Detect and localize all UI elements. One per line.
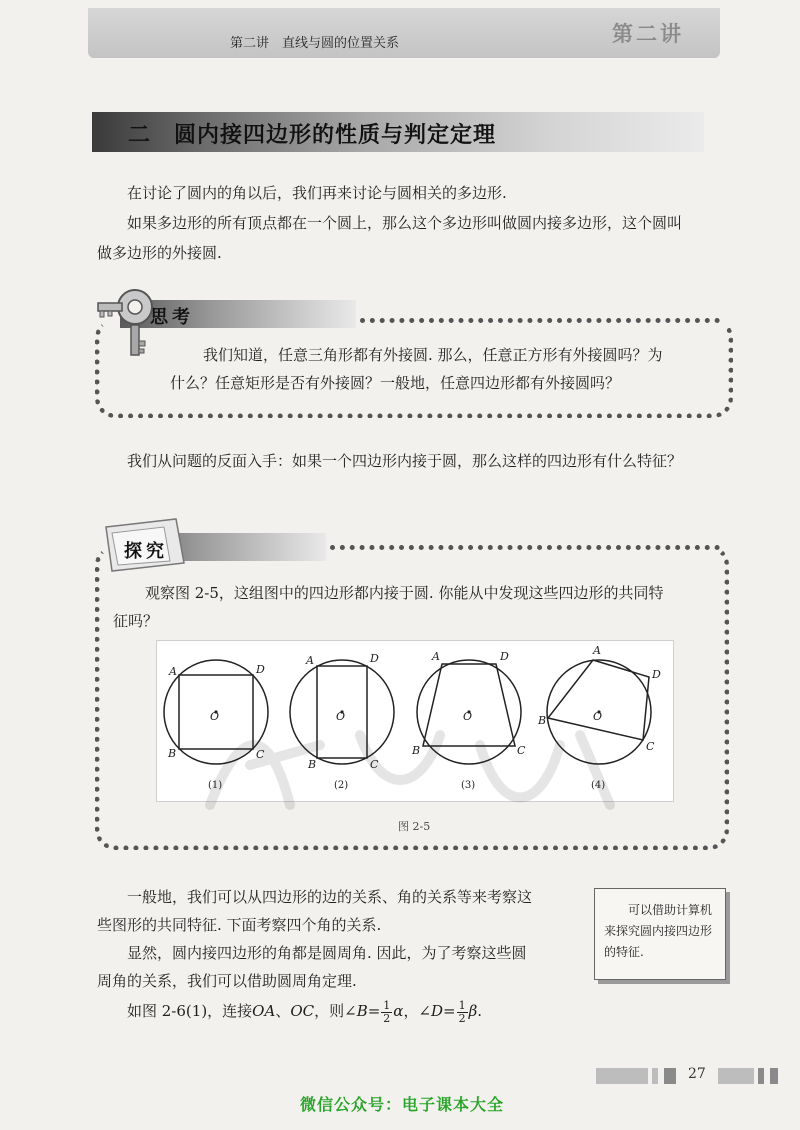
fig4-label-A: A [593, 644, 601, 657]
p3-prefix: 如图 2-6(1)，连接 [127, 1002, 253, 1020]
fig4-label-O: O [593, 710, 603, 723]
think-box-top-border [360, 318, 720, 323]
think-line-1: 我们知道，任意三角形都有外接圆. 那么，任意正方形有外接圆吗？为 [203, 346, 663, 364]
intro-line-3: 做多边形的外接圆. [97, 244, 222, 262]
publisher-watermark-graphic [180, 705, 630, 825]
fig3-label-A: A [432, 650, 440, 663]
fraction-half-2: $\frac{1}{2}$ [458, 998, 466, 1025]
fig1-label-C: C [256, 748, 265, 761]
think-line-2: 什么？任意矩形是否有外接圆？一般地，任意四边形都有外接圆吗？ [170, 374, 621, 392]
footer-bar-5 [758, 1068, 764, 1084]
footer-bar-1 [596, 1068, 648, 1084]
p3-eq2: = [443, 1002, 456, 1020]
side-note-text: 可以借助计算机来探究圆内接四边形的特征. [604, 903, 713, 959]
fig4-sub-label: (4) [591, 780, 606, 791]
fig2-label-O: O [336, 710, 346, 723]
explore-line-2: 征吗？ [113, 612, 159, 630]
fig1-sub-label: (1) [208, 780, 223, 791]
p3-oa: OA [252, 1002, 276, 1020]
p3-end: . [477, 1002, 483, 1020]
fig2-label-D: D [370, 652, 379, 665]
explore-label: 探究 [124, 541, 168, 562]
fig4-label-C: C [646, 740, 655, 753]
p3-then: ，则∠ [314, 1002, 357, 1020]
body-p1-line-2: 些图形的共同特征. 下面考察四个角的关系. [97, 916, 382, 934]
footer-bar-3 [664, 1068, 676, 1084]
p3-eq1: = [367, 1002, 381, 1020]
figure-caption: 图 2-5 [398, 820, 431, 833]
footer-bar-6 [770, 1068, 778, 1084]
p3-angle-d: D [431, 1002, 444, 1020]
fig2-label-C: C [370, 758, 379, 771]
p3-comma: ，∠ [403, 1002, 432, 1020]
header-title: 第二讲 直线与圆的位置关系 [230, 36, 400, 51]
explore-line-1: 观察图 2-5，这组图中的四边形都内接于圆. 你能从中发现这些四边形的共同特 [145, 584, 664, 602]
wechat-watermark: 微信公众号：电子课本大全 [300, 1095, 505, 1114]
fig3-label-B: B [412, 744, 421, 757]
body-p3-formula-line [127, 996, 482, 1026]
fig4-label-B: B [538, 714, 547, 727]
fig1-label-A: A [169, 665, 177, 678]
fig1-label-B: B [168, 747, 177, 760]
section-title: 二 圆内接四边形的性质与判定定理 [128, 123, 497, 148]
fig2-label-B: B [308, 758, 317, 771]
page-number: 27 [688, 1066, 706, 1082]
p3-sep: 、 [275, 1002, 291, 1020]
p3-oc: OC [290, 1002, 315, 1020]
intro-line-1: 在讨论了圆内的角以后，我们再来讨论与圆相关的多边形. [127, 184, 507, 202]
p3-beta: β [468, 1002, 478, 1020]
fig1-label-D: D [256, 663, 265, 676]
fraction-half-1: $\frac{1}{2}$ [383, 998, 391, 1025]
fig1-label-O: O [210, 710, 220, 723]
header-lecture-label: 第二讲 [612, 22, 684, 46]
footer-bar-4 [718, 1068, 754, 1084]
explore-box-top-border [330, 545, 720, 550]
fig3-label-C: C [517, 744, 526, 757]
think-label: 思考 [150, 307, 194, 328]
body-p2-line-1: 显然，圆内接四边形的角都是圆周角. 因此，为了考察这些圆 [127, 944, 527, 962]
intro-line-2: 如果多边形的所有顶点都在一个圆上，那么这个多边形叫做圆内接多边形，这个圆叫 [127, 214, 683, 232]
fig2-label-A: A [306, 654, 314, 667]
footer-bar-2 [652, 1068, 658, 1084]
question-text: 我们从问题的反面入手：如果一个四边形内接于圆，那么这样的四边形有什么特征？ [127, 452, 683, 470]
fig3-sub-label: (3) [461, 780, 476, 791]
body-p1-line-1: 一般地，我们可以从四边形的边的关系、角的关系等来考察这 [127, 888, 533, 906]
fig2-sub-label: (2) [334, 780, 349, 791]
fig3-label-D: D [500, 650, 509, 663]
fig4-label-D: D [652, 668, 661, 681]
fig3-label-O: O [463, 710, 473, 723]
p3-angle-b: B [356, 1002, 368, 1020]
body-p2-line-2: 周角的关系，我们可以借助圆周角定理. [97, 972, 357, 990]
p3-alpha: α [393, 1002, 404, 1020]
